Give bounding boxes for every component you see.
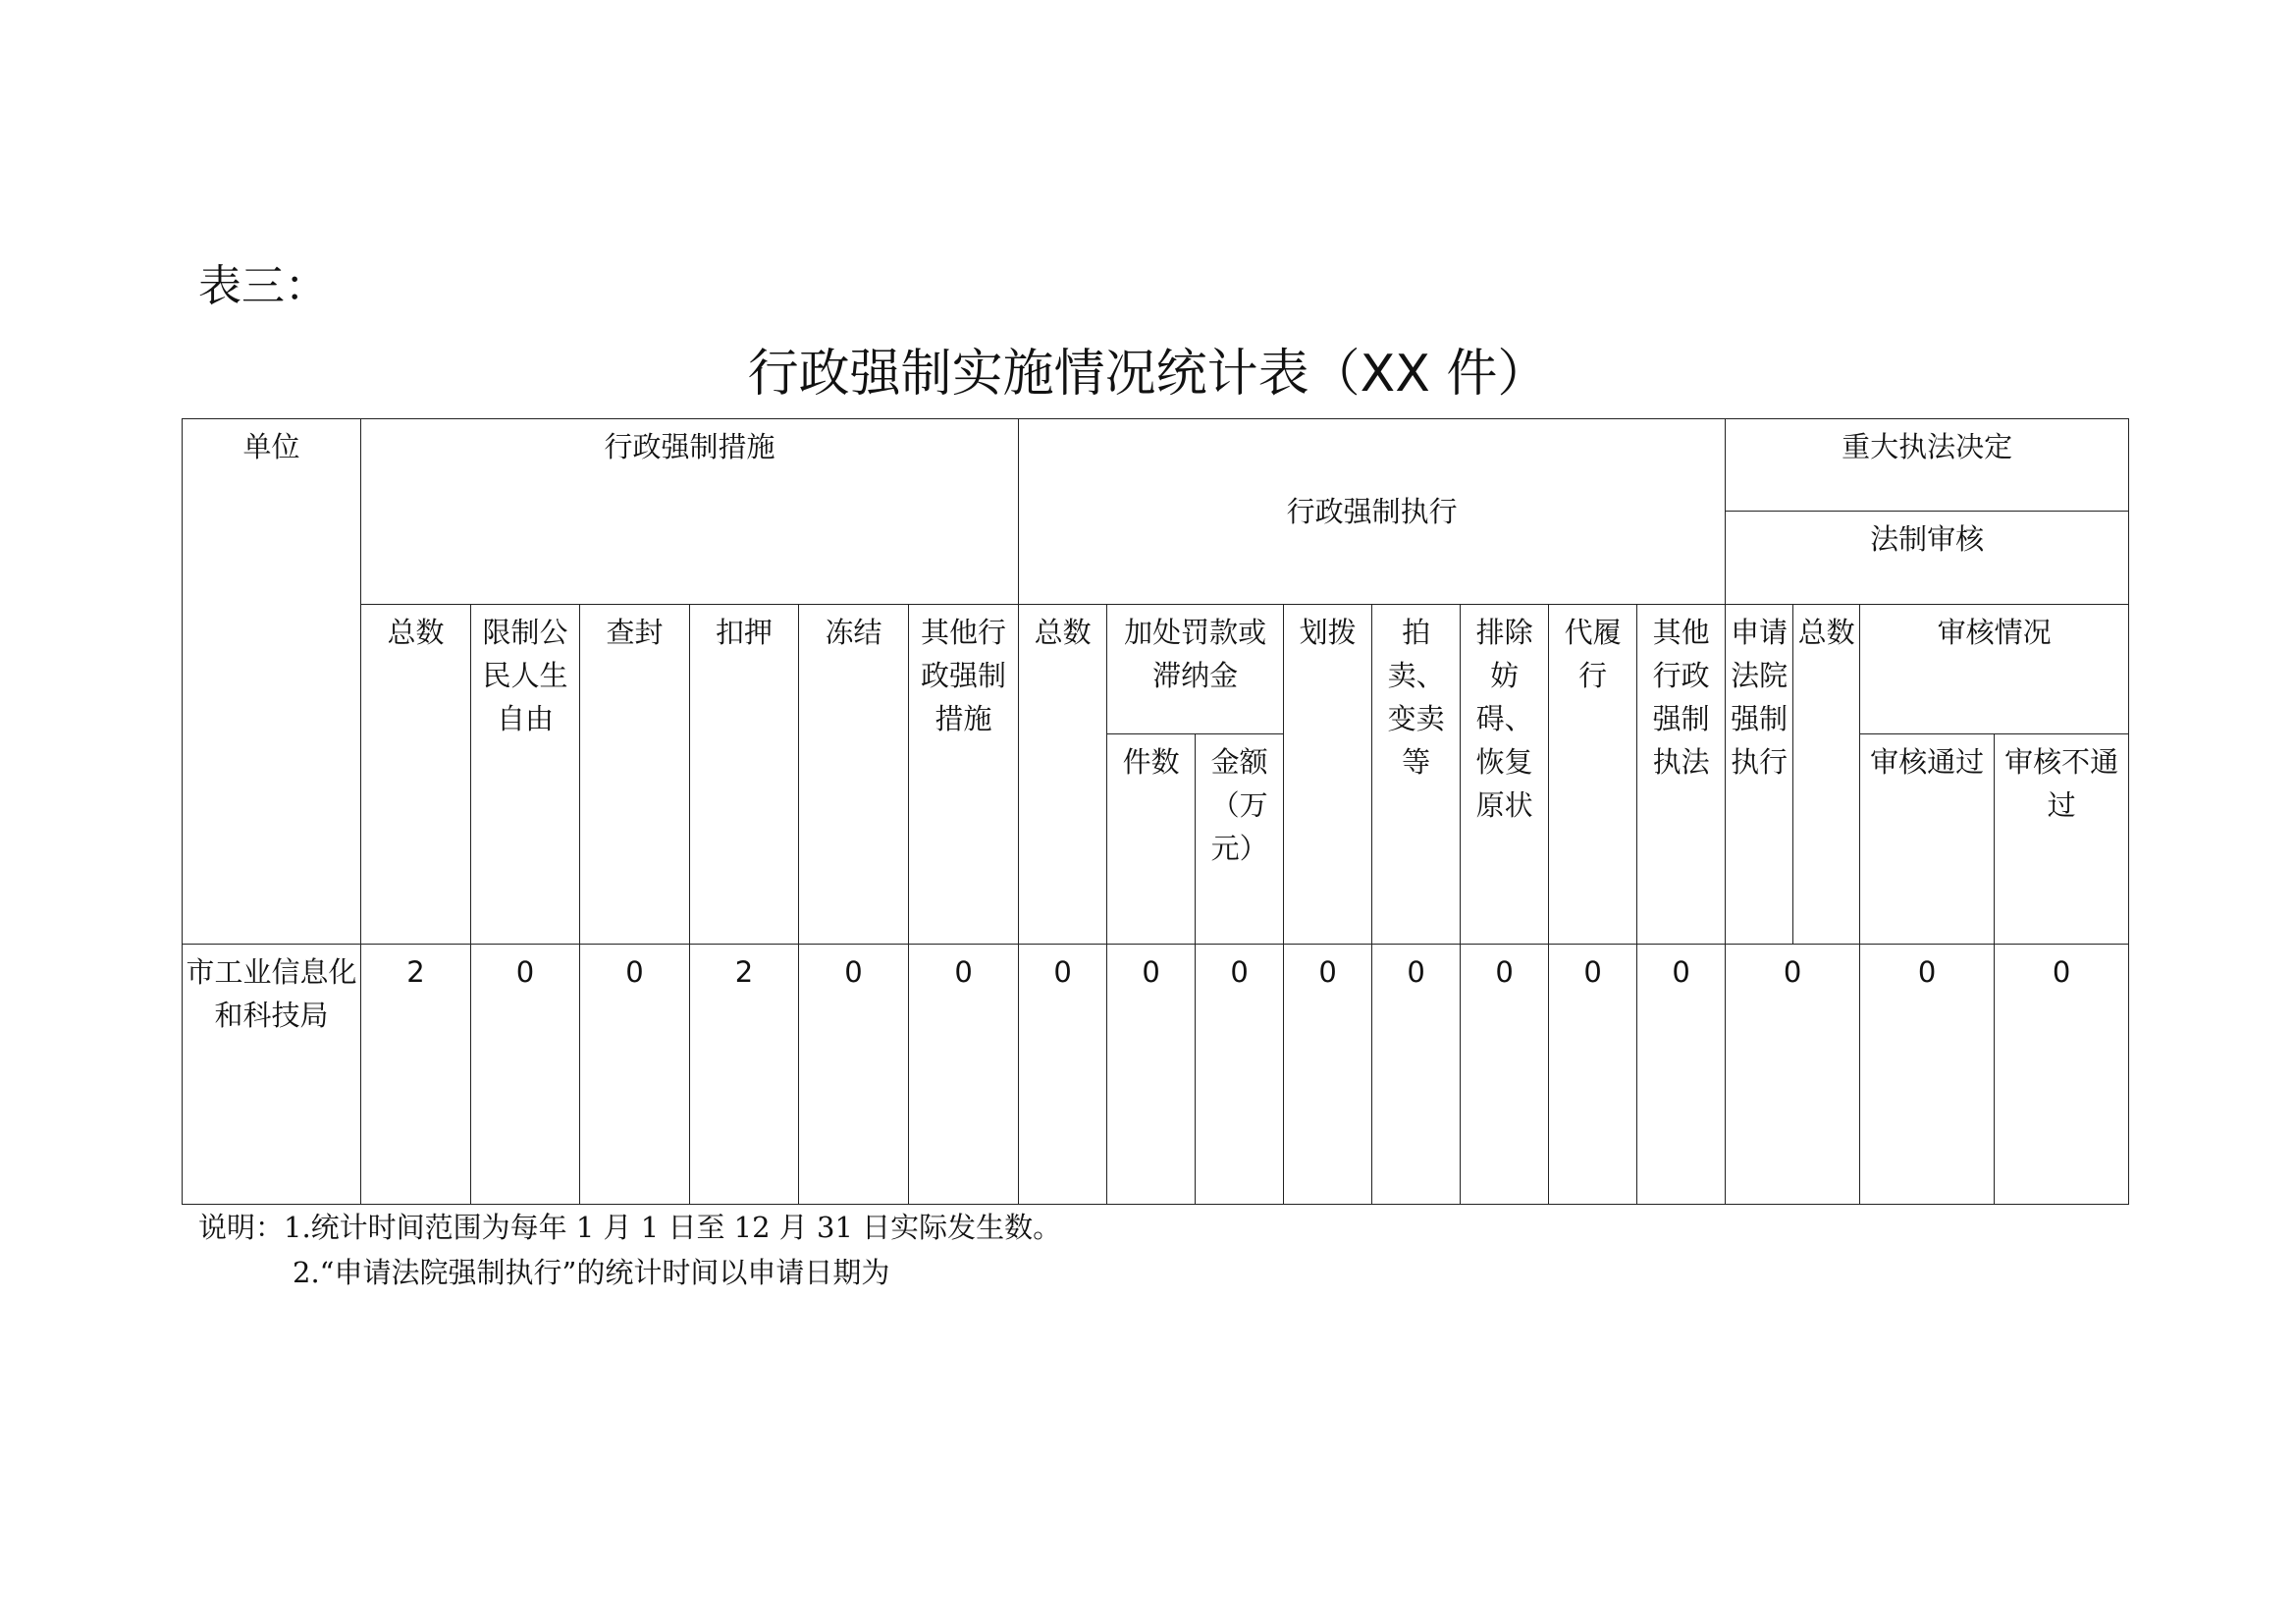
cell-auction: 0 — [1372, 945, 1461, 1205]
cell-court-enforce-total: 0 — [1726, 945, 1860, 1205]
header-fine-count: 件数 — [1107, 734, 1196, 945]
cell-substitute-performance: 0 — [1549, 945, 1637, 1205]
note-line-1: 说明：1.统计时间范围为每年 1 月 1 日至 12 月 31 日实际发生数。 — [198, 1211, 1062, 1244]
cell-review-fail: 0 — [1995, 945, 2129, 1205]
cell-enforce-total: 0 — [1019, 945, 1107, 1205]
cell-review-pass: 0 — [1860, 945, 1995, 1205]
header-fine-amount: 金额（万元） — [1196, 734, 1284, 945]
header-fine-group: 加处罚款或滞纳金 — [1107, 605, 1284, 734]
header-transfer: 划拨 — [1284, 605, 1372, 945]
cell-transfer: 0 — [1284, 945, 1372, 1205]
header-detain: 扣押 — [690, 605, 799, 945]
header-court-enforce: 申请法院强制执行 — [1726, 605, 1793, 945]
header-review-status: 审核情况 — [1860, 605, 2129, 734]
header-substitute-performance: 代履行 — [1549, 605, 1637, 945]
cell-seal-up: 0 — [580, 945, 690, 1205]
enforcement-stats-table — [182, 418, 2129, 1205]
cell-restrict-freedom: 0 — [471, 945, 580, 1205]
cell-other-measures: 0 — [909, 945, 1019, 1205]
table-label: 表三： — [198, 261, 328, 311]
cell-detain: 2 — [690, 945, 799, 1205]
page-title: 行政强制实施情况统计表（XX 件） — [747, 345, 1549, 404]
header-legal-review: 法制审核 — [1726, 512, 2129, 605]
header-seal-up: 查封 — [580, 605, 690, 945]
header-major-decisions: 重大执法决定 — [1726, 419, 2129, 512]
cell-fine-count: 0 — [1107, 945, 1196, 1205]
header-review-fail: 审核不通过 — [1995, 734, 2129, 945]
header-restrict-freedom: 限制公民人生自由 — [471, 605, 580, 945]
header-freeze: 冻结 — [799, 605, 909, 945]
header-review-total: 总数 — [1793, 605, 1860, 945]
cell-other-enforce: 0 — [1637, 945, 1726, 1205]
header-auction: 拍卖、变卖等 — [1372, 605, 1461, 945]
header-measures-group: 行政强制措施 — [361, 419, 1019, 605]
cell-unit: 市工业信息化和科技局 — [183, 945, 361, 1205]
cell-remove-obstruction: 0 — [1461, 945, 1549, 1205]
cell-freeze: 0 — [799, 945, 909, 1205]
header-other-measures: 其他行政强制措施 — [909, 605, 1019, 945]
header-enforce-group: 行政强制执行 — [1019, 419, 1726, 605]
cell-measures-total: 2 — [361, 945, 471, 1205]
header-remove-obstruction: 排除妨碍、恢复原状 — [1461, 605, 1549, 945]
header-measures-total: 总数 — [361, 605, 471, 945]
header-unit: 单位 — [183, 419, 361, 945]
header-enforce-total: 总数 — [1019, 605, 1107, 945]
header-review-pass: 审核通过 — [1860, 734, 1995, 945]
cell-fine-amount: 0 — [1196, 945, 1284, 1205]
note-line-2: 2.“申请法院强制执行”的统计时间以申请日期为 — [293, 1256, 890, 1289]
header-other-enforce: 其他行政强制执法 — [1637, 605, 1726, 945]
